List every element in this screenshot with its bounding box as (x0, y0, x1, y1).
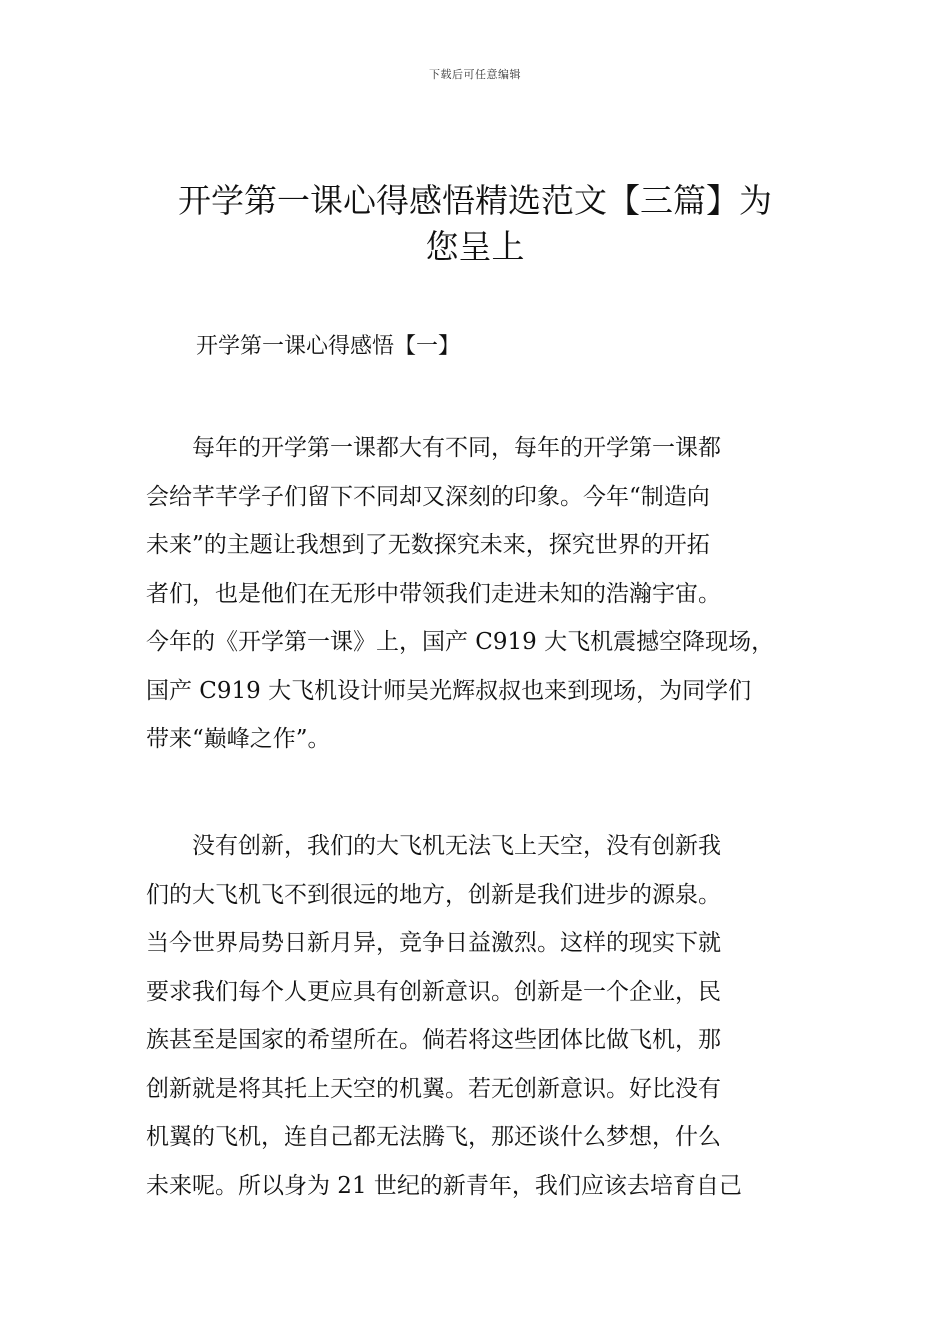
paragraph-line: 没有创新，我们的大飞机无法飞上天空，没有创新我 (146, 833, 721, 859)
paragraph-line: 会给芊芊学子们留下不同却又深刻的印象。今年“制造向 (146, 483, 710, 510)
title-line-2: 您呈上 (425, 227, 525, 266)
paragraph-line: 当今世界局势日新月异，竞争日益激烈。这样的现实下就 (146, 930, 721, 956)
paragraph-line: 创新就是将其托上天空的机翼。若无创新意识。好比没有 (146, 1075, 721, 1102)
title-line-1: 开学第一课心得感悟精选范文【三篇】为 (178, 181, 772, 220)
document-title (140, 178, 810, 270)
paragraph-line: 今年的《开学第一课》上，国产 C919 大飞机震撼空降现场， (146, 629, 775, 655)
paragraph-line: 要求我们每个人更应具有创新意识。创新是一个企业，民 (146, 978, 721, 1005)
paragraph-line: 机翼的飞机，连自己都无法腾飞，那还谈什么梦想，什么 (146, 1124, 721, 1150)
paragraph-line: 们的大飞机飞不到很远的地方，创新是我们进步的源泉。 (146, 881, 721, 908)
paragraph-line: 未来呢。所以身为 21 世纪的新青年，我们应该去培育自己 (146, 1172, 742, 1199)
paragraph-line: 国产 C919 大飞机设计师吴光辉叔叔也来到现场，为同学们 (146, 677, 752, 704)
header-note: 下载后可任意编辑 (429, 68, 521, 81)
paragraph-line: 族甚至是国家的希望所在。倘若将这些团体比做飞机，那 (146, 1027, 721, 1053)
section-heading: 开学第一课心得感悟【一】 (196, 334, 461, 359)
paragraph-line: 带来“巅峰之作”。 (146, 726, 331, 752)
paragraph-line: 每年的开学第一课都大有不同，每年的开学第一课都 (146, 435, 721, 461)
paragraph-1 (146, 424, 826, 764)
paragraph-line: 未来”的主题让我想到了无数探究未来，探究世界的开拓 (146, 532, 710, 558)
paragraph-line: 者们，也是他们在无形中带领我们走进未知的浩瀚宇宙。 (146, 580, 721, 607)
paragraph-2 (146, 822, 826, 1210)
